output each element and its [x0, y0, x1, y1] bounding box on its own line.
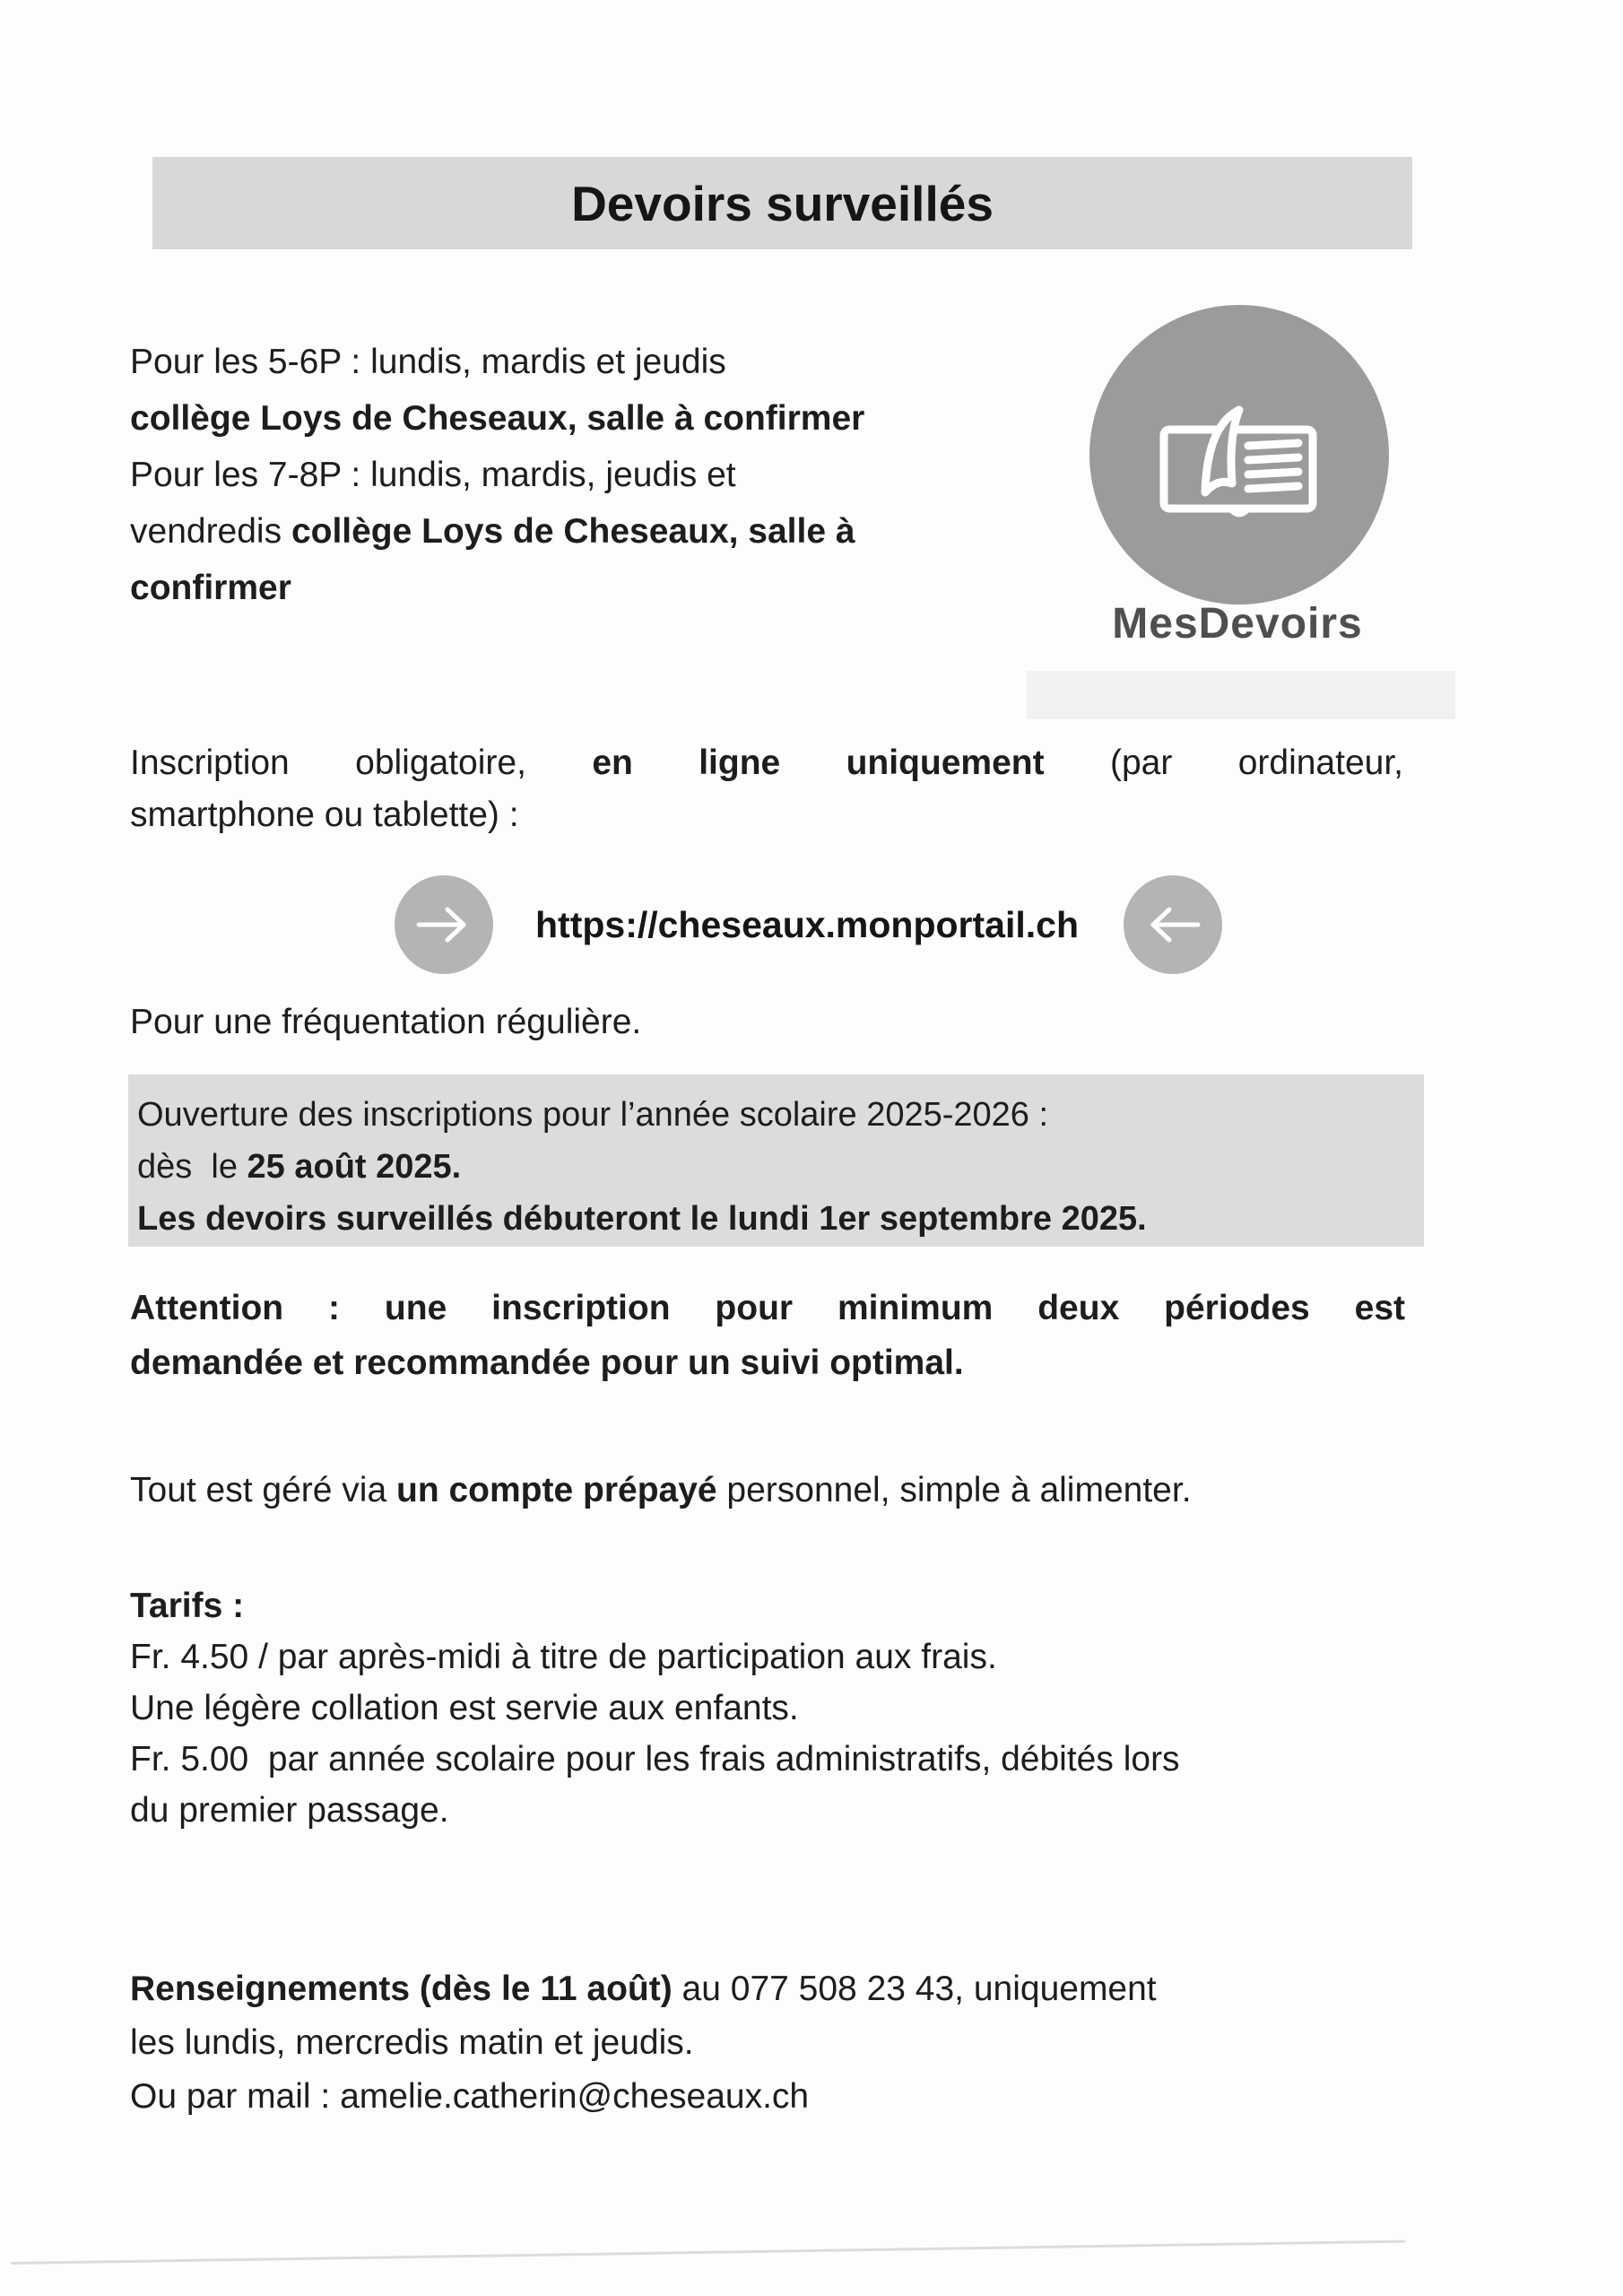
text-line: Renseignements (dès le 11 août) au 077 508 23 43, uniquement [130, 1970, 1157, 2008]
schedule-paragraph [130, 334, 1089, 616]
prepaid-account-note: Tout est géré via un compte prépayé personnel, simple à alimenter. [130, 1471, 1192, 1509]
text-line: Pour les 7-8P : lundis, mardis, jeudis et [130, 456, 736, 494]
text-line: confirmer [130, 569, 291, 607]
text-line: Fr. 4.50 / par après-midi à titre de participation aux frais. [130, 1638, 997, 1676]
mesdevoirs-wordmark: MesDevoirs [1112, 600, 1363, 648]
open-book-icon [1151, 383, 1327, 527]
page-title: Devoirs surveillés [571, 175, 994, 231]
text-line: Inscription obligatoire, en ligne uniquement (par ordinateur, [130, 744, 1404, 782]
registration-paragraph [130, 737, 1403, 841]
text-line: smartphone ou tablette) : [130, 796, 519, 834]
text-line: Ou par mail : amelie.catherin@cheseaux.ch [130, 2077, 810, 2116]
text-line: demandée et recommandée pour un suivi optimal. [130, 1344, 964, 1382]
scan-artifact-line [11, 2240, 1405, 2265]
opening-dates-box [128, 1074, 1424, 1247]
text-line: du premier passage. [130, 1791, 449, 1830]
document-title-bar [152, 157, 1412, 249]
text-line: Fr. 5.00 par année scolaire pour les frais administratifs, débités lors [130, 1740, 1180, 1779]
text-line: dès le 25 août 2025. [137, 1148, 462, 1186]
text-line: les lundis, mercredis matin et jeudis. [130, 2023, 694, 2062]
text-line: Une légère collation est servie aux enfants. [130, 1689, 799, 1727]
text-line: Ouverture des inscriptions pour l’année scolaire 2025-2026 : [137, 1096, 1049, 1134]
tarifs-lines [130, 1631, 1439, 1836]
contact-section [130, 1962, 1421, 2124]
arrow-left-icon [1124, 875, 1222, 974]
portal-url: https://cheseaux.monportail.ch [535, 904, 1079, 945]
frequency-note: Pour une fréquentation régulière. [130, 1003, 642, 1041]
text-line: Les devoirs surveillés débuteront le lundi 1er septembre 2025. [137, 1200, 1147, 1238]
attention-paragraph [130, 1281, 1405, 1390]
scan-artifact-strip [1027, 671, 1455, 719]
arrow-right-icon [395, 875, 493, 974]
tarifs-heading: Tarifs : [130, 1587, 245, 1625]
text-line: Pour les 5-6P : lundis, mardis et jeudis [130, 343, 726, 381]
text-line: Attention : une inscription pour minimum deux périodes est [130, 1289, 1405, 1327]
text-line: collège Loys de Cheseaux, salle à confirmer [130, 399, 865, 438]
text-line: vendredis collège Loys de Cheseaux, salle à [130, 512, 855, 551]
mesdevoirs-logo [1089, 305, 1389, 604]
tarifs-section [130, 1580, 1439, 1836]
